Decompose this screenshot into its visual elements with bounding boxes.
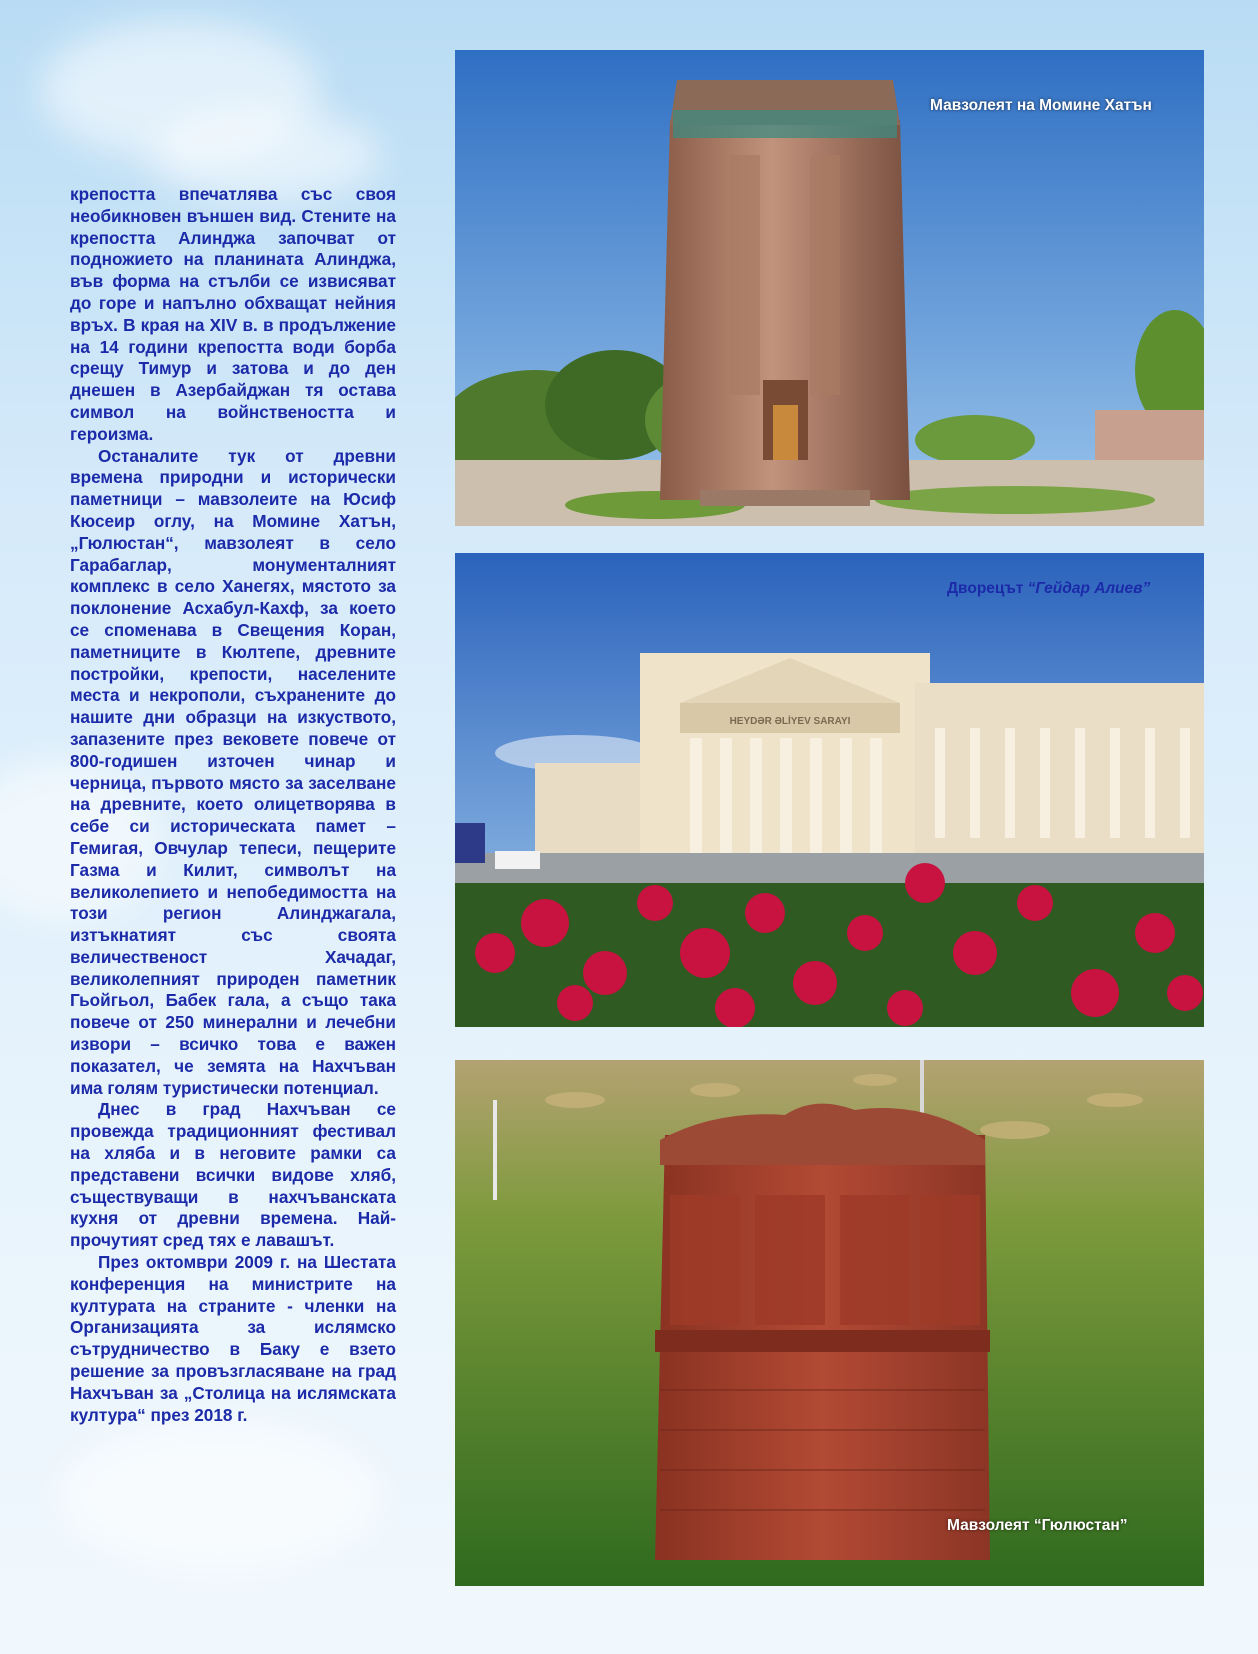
paragraph: Останалите тук от древни времена природни и исторически паметници – мавзолеите на Юсиф Кюсеир оглу, на Момине Хатън, „Гюлюстан“, мавзолеят в село Гарабаглар, монументалният комплекс в село Ханегях, мястото за поклонение Асхабул-Кахф, за което се споменава в Свещения Коран, паметниците в Кюлтепе, древните постройки, крепости, населените места и некрополи, съхранените до нашите дни образци на изкуството, запазените през вековете повече от 800-годишен източен чинар и черница, първото място за заселване на древните, което олицетворява в себе си историческата памет – Гемигая, Овчулар тепеси, пещерите Газма и Килит, символът на великолепието и непобедимостта на този регион Алинджагала, изтъкнатият със своята величественост Хачадаг, великолепният природен паметник Гьойгьол, Бабек гала, а също така повече от 250 минерални и лечебни извори – всичко това е важен показател, че земята на Нахчъван има голям туристически потенциал.	[70, 445, 396, 1098]
photo-heydar-aliyev-palace	[455, 553, 1204, 1027]
photo-caption: Мавзолеят “Гюлюстан”	[947, 1517, 1128, 1534]
photo-caption: Мавзолеят на Момине Хатън	[930, 97, 1152, 114]
cloud	[60, 1420, 380, 1570]
photo-momine-khatun-mausoleum	[455, 50, 1204, 526]
mausoleum-tower-image	[455, 50, 1204, 526]
gulustan-ruin-image	[455, 1060, 1204, 1586]
article-text-column	[70, 184, 396, 1426]
photo-caption-name: “Гейдар Алиев”	[1027, 580, 1151, 597]
palace-building-image	[455, 553, 1204, 1027]
photo-gulustan-mausoleum	[455, 1060, 1204, 1586]
photo-caption	[947, 580, 1150, 598]
paragraph: крепостта впечатлява със своя необикновен външен вид. Стените на крепостта Алинджа започват от подножието на планината Алинджа, във форма на стълби се извисяват до горе и напълно обхващат нейния връх. В края на XIV в. в продължение на 14 години крепостта води борба срещу Тимур и затова и до ден днешен в Азербайджан тя остава символ на войнствеността и героизма.	[70, 184, 396, 444]
palace-facade-lettering: HEYDƏR ƏLİYEV SARAYI	[729, 716, 851, 727]
paragraph: Днес в град Нахчъван се провежда традиционният фестивал на хляба и в неговите рамки са представени всички видове хляб, съществуващи в нахчъванската кухня от древни времена. Най-прочутият сред тях е лавашът.	[70, 1099, 396, 1251]
paragraph: През октомври 2009 г. на Шестата конференция на министрите на културата на страните - членки на Организацията за ислямско сътрудничество в Баку е взето решение за провъзгласяване на град Нахчъван за „Столица на ислямската култура“ през 2018 г.	[70, 1252, 396, 1425]
photo-caption-prefix: Дворецът	[947, 580, 1024, 597]
